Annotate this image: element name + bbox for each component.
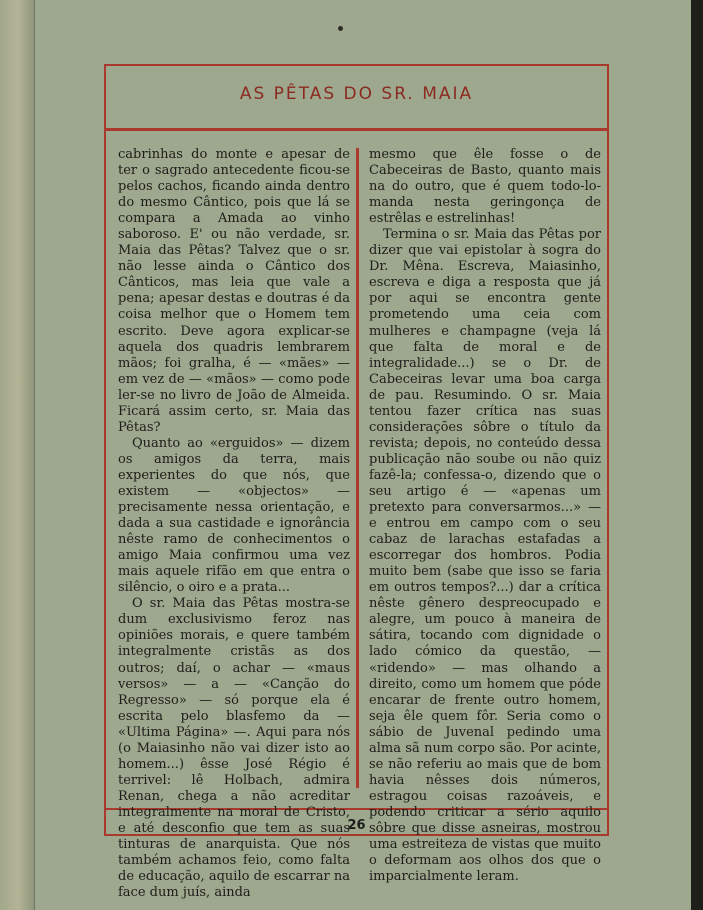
print-mark-dot xyxy=(338,26,343,31)
page-edge-shadow xyxy=(691,0,703,910)
book-binding-margin xyxy=(0,0,35,910)
paragraph: cabrinhas do monte e apesar de ter o sagrado antecedente ficou-se pelos cachos, ficando ainda dentro do mesmo Cântico, pois que lá se compara a Amada ao vinho saboroso. E' ou não verdade, sr. Maia das Pêtas? Talvez que o sr. não lesse ainda o Cântico dos Cânticos, mas leia que vale a pena; apesar destas e doutras é da coisa melhor que o Homem tem escrito. Deve agora explicar-se aquela dos quadris lembrarem mãos; foi gralha, é — «mães» — em vez de — «mãos» — como pode ler-se no livro de João de Almeida. Ficará assim certo, sr. Maia das Pêtas? xyxy=(118,147,350,435)
right-column xyxy=(369,147,601,885)
page-number: 26 xyxy=(347,818,366,833)
heading-rule xyxy=(104,128,609,131)
paragraph: Quanto ao «erguidos» — dizem os amigos da terra, mais experientes do que nós, que existem — «objectos» — precisamente nessa orientação, e dada a sua castidade e ignorância nêste ramo de conhecimentos o amigo Maia confirmou uma vez mais aquele rifão em que entra o silêncio, o oiro e a prata... xyxy=(118,435,350,596)
paragraph: mesmo que êle fosse o de Cabeceiras de Basto, quanto mais na do outro, que é quem todo-lo-manda nesta geringonça de estrêlas e estrelinhas! xyxy=(369,147,601,227)
paragraph: Termina o sr. Maia das Pêtas por dizer que vai epistolar à sogra do Dr. Mêna. Escreva, Maiasinho, escreva e diga a resposta que já por aqui se encontra gente prometendo uma ceia com mulheres e champagne (veja lá que falta de moral e de integralidade...) se o Dr. de Cabeceiras levar uma boa carga de pau. Resumindo. O sr. Maia tentou fazer crítica nas suas considerações sôbre o título da revista; depois, no conteúdo dessa publicação não soube ou não quiz fazê-la; confessa-o, dizendo que o seu artigo é — «apenas um pretexto para conversarmos...» — e entrou em campo com o seu cabaz de larachas estafadas a escorregar dos hombros. Podia muito bem (sabe que isso se faria em outros tempos?...) dar a crítica nêste gênero despreocupado e alegre, um pouco à maneira de sátira, tocando com dignidade o lado cómico da questão, — «ridendo» — mas olhando a direito, como um homem que póde encarar de frente outro homem, seja êle quem fôr. Seria como o sábio de Juvenal pedindo uma alma sã num corpo são. Por acinte, se não referiu ao mais que de bom havia nêsses dois números, estragou coisas razoáveis, e podendo criticar a sério aquilo sôbre que disse asneiras, mostrou uma estreiteza de vistas que muito o deformam aos olhos dos que o imparcialmente leram. xyxy=(369,227,601,885)
column-divider xyxy=(356,148,359,788)
left-column xyxy=(118,147,350,901)
paragraph: O sr. Maia das Pêtas mostra-se dum exclusivismo feroz nas opiniões morais, e quere também integralmente cristãs as dos outros; daí, o achar — «maus versos» — a — «Canção do Regresso» — só porque ela é escrita pelo blasfemo da — «Ultima Página» —. Aqui para nós (o Maiasinho não vai dizer isto ao homem...) êsse José Régio é terrivel: lê Holbach, admira Renan, chega a não acreditar integralmente na moral de Cristo, e até desconfio que tem as suas tinturas de anarquista. Que nós também achamos feio, como falta de educação, aquilo de escarrar na face dum juís, ainda xyxy=(118,596,350,901)
article-heading: AS PÊTAS DO SR. MAIA xyxy=(239,84,474,104)
